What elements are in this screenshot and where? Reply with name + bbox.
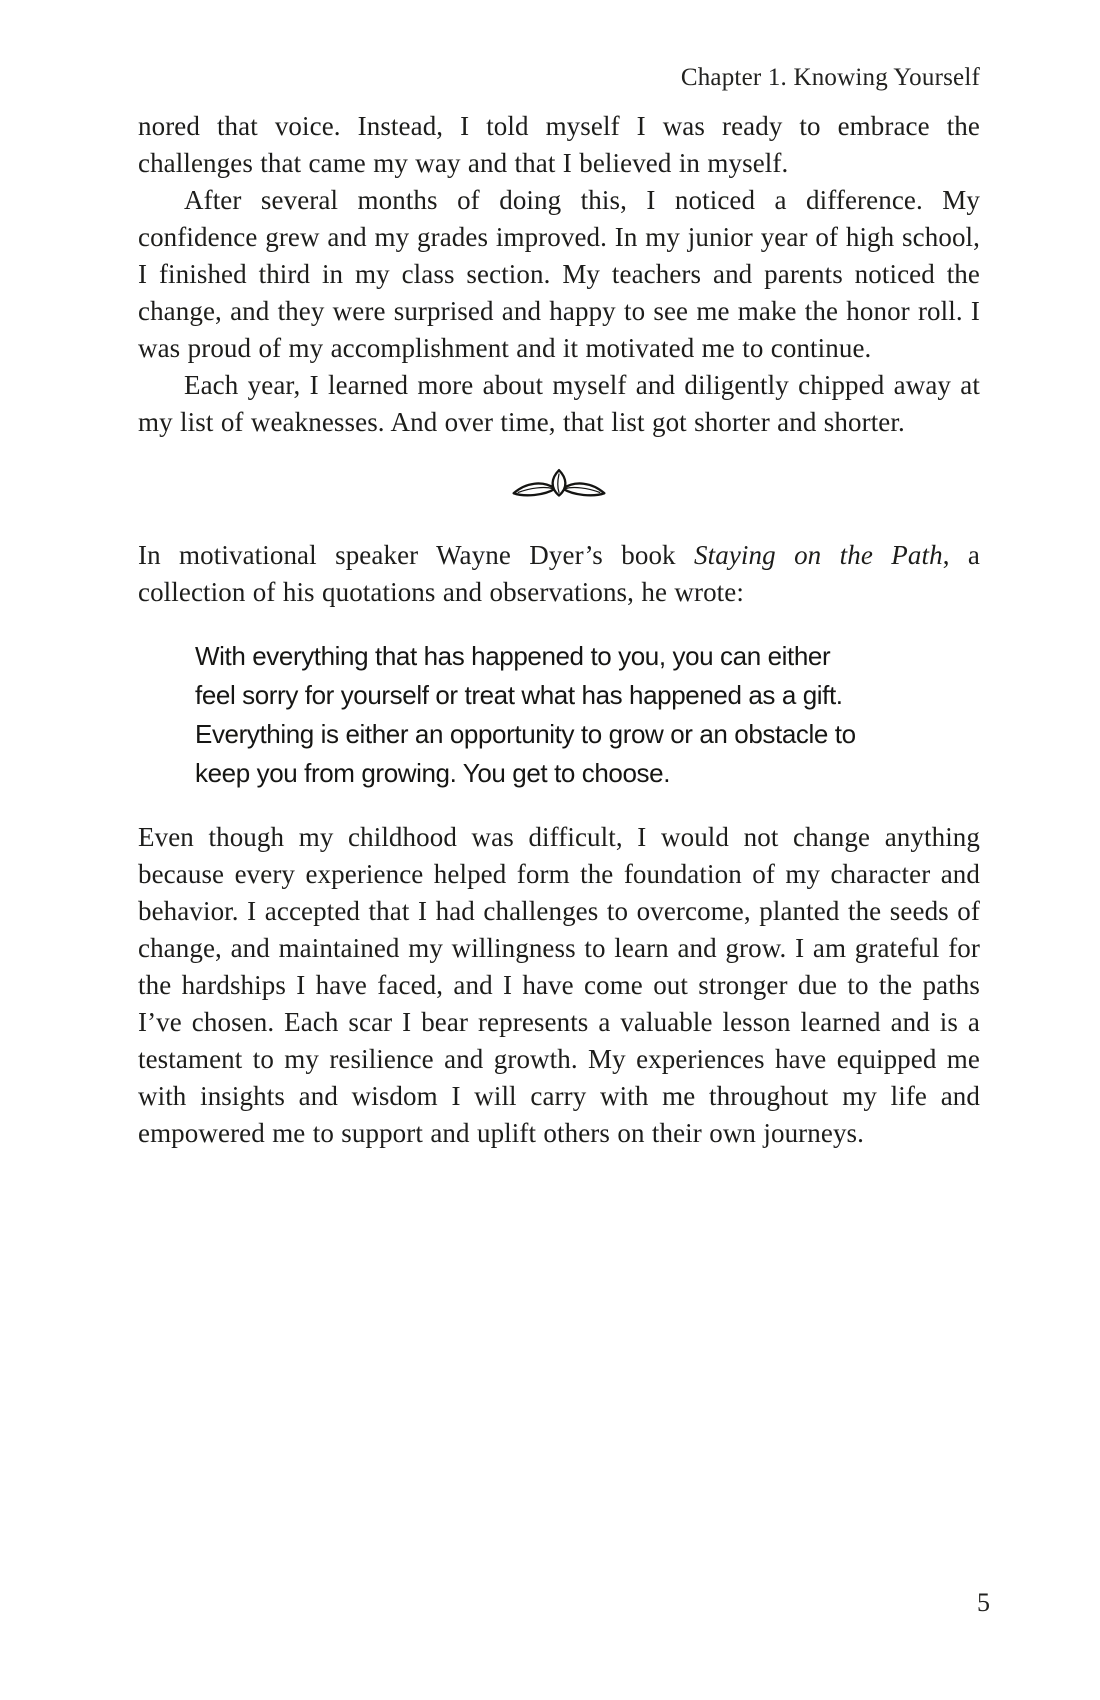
section-divider xyxy=(138,467,980,505)
block-quote xyxy=(195,637,980,793)
quote-line: With everything that has happened to you, you can either xyxy=(195,641,831,671)
body-paragraph: After several months of doing this, I noticed a difference. My confidence grew and my grades improved. In my junior year of high school, I finished third in my class section. My teachers and parents noticed the change, and they were surprised and happy to see me make the honor roll. I was proud of my accomplishment and it motivated me to continue. xyxy=(138,185,980,363)
page-content xyxy=(138,108,980,1152)
intro-text-post: , a collection of his quotations and observations, he wrote: xyxy=(138,540,980,607)
intro-paragraph xyxy=(138,537,980,611)
leaf-fleuron-icon xyxy=(509,466,609,507)
body-paragraph: nored that voice. Instead, I told myself I was ready to embrace the challenges that came my way and that I believed in myself. xyxy=(138,111,980,178)
quote-line: feel sorry for yourself or treat what has happened as a gift. xyxy=(195,680,843,710)
quote-line: Everything is either an opportunity to grow or an obstacle to xyxy=(195,719,856,749)
page-number: 5 xyxy=(977,1588,990,1617)
quote-line: keep you from growing. You get to choose. xyxy=(195,758,671,788)
intro-text-pre: In motivational speaker Wayne Dyer’s book xyxy=(138,540,695,570)
body-paragraph: Each year, I learned more about myself and diligently chipped away at my list of weaknesses. And over time, that list got shorter and shorter. xyxy=(138,370,980,437)
running-header: Chapter 1. Knowing Yourself xyxy=(680,64,980,91)
book-title-italic: Staying on the Path xyxy=(694,540,943,570)
body-paragraph: Even though my childhood was difficult, I would not change anything because every experience helped form the foundation of my character and behavior. I accepted that I had challenges to overcome, planted the seeds of change, and maintained my willingness to learn and grow. I am grateful for the hardships I have faced, and I have come out stronger due to the paths I’ve chosen. Each scar I bear represents a valuable lesson learned and is a testament to my resilience and growth. My experiences have equipped me with insights and wisdom I will carry with me throughout my life and empowered me to support and uplift others on their own journeys. xyxy=(138,822,980,1148)
